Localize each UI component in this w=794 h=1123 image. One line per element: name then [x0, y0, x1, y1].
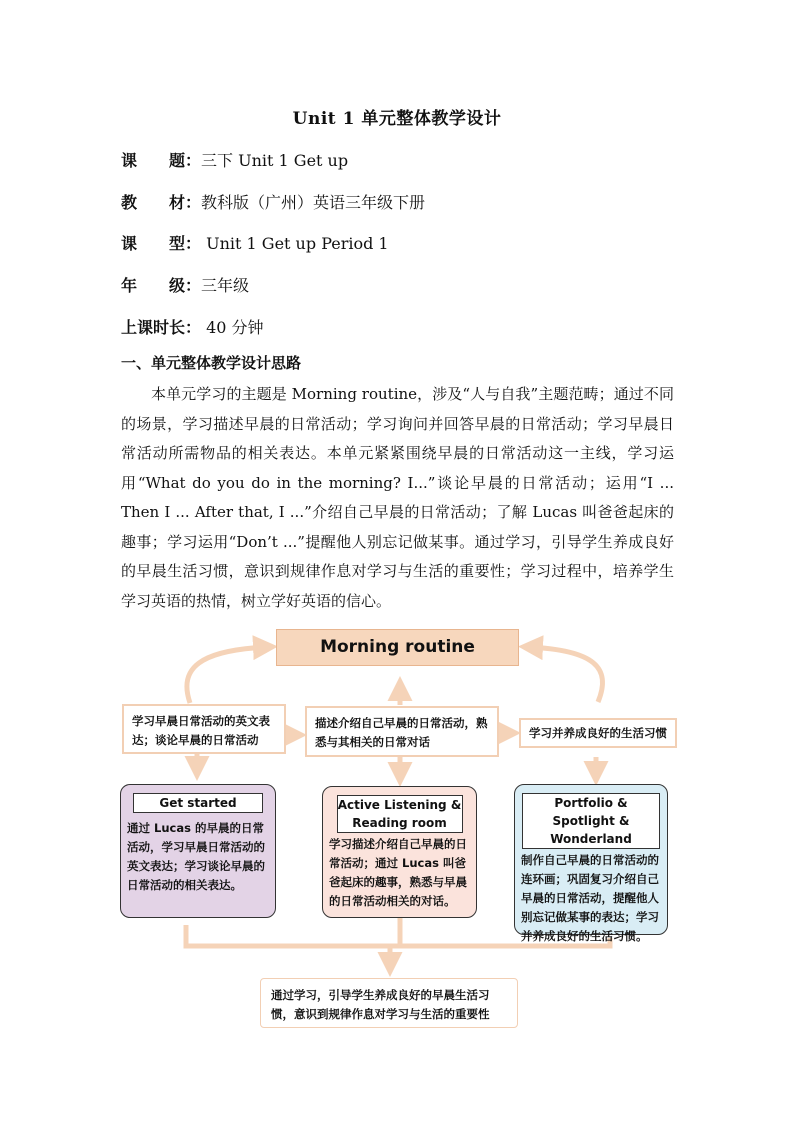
meta-value: Unit 1 Get up Period 1	[201, 234, 389, 253]
panel-get-started	[120, 784, 276, 918]
row1-middle-text: 描述介绍自己早晨的日常活动，熟悉与其相关的日常对话	[315, 716, 488, 749]
panel-text-active-listening: 学习描述介绍自己早晨的日常活动；通过 Lucas 叫爸爸起床的趣事，熟悉与早晨的日常活动相关的对话。	[329, 837, 467, 908]
meta-key: 课 题：	[121, 151, 202, 170]
panel-tag-get-started: Get started	[133, 793, 263, 813]
center-title-box	[276, 629, 519, 666]
meta-value: 教科版（广州）英语三年级下册	[201, 193, 426, 212]
panel-tag-active-listening: Active Listening & Reading room	[337, 795, 463, 833]
curve-arrow-left	[187, 647, 268, 703]
panel-portfolio	[514, 784, 668, 943]
panel-text-get-started: 通过 Lucas 的早晨的日常活动，学习早晨日常活动的英文表达；学习谈论早晨的日常活动的相关表达。	[127, 821, 265, 892]
row1-right-text: 学习并养成良好的生活习惯	[529, 726, 667, 740]
meta-value: 三年级	[201, 276, 250, 295]
body-paragraph: 本单元学习的主题是 Morning routine，涉及“人与自我”主题范畴；通过不同的场景，学习描述早晨的日常活动；学习询问并回答早晨的日常活动；学习早晨日常活动所需物品的相关表达。本单元紧紧围绕早晨的日常活动这一主线，学习运用“What do you do in the morning? I...”谈论早晨的日常活动；运用“I ... Then I ... After that, I ...”介绍自己早晨的日常活动；了解 Lucas 叫爸爸起床的趣事；学习运用“Don’t ...”提醒他人别忘记做某事。通过学习，引导学生养成良好的早晨生活习惯，意识到规律作息对学习与生活的重要性；学习过程中，培养学生学习英语的热情，树立学好英语的信心。	[121, 385, 674, 610]
row1-right-box	[519, 718, 677, 748]
summary-box	[260, 978, 518, 1028]
panel-text-portfolio: 制作自己早晨的日常活动的连环画；巩固复习介绍自己早晨的日常活动，提醒他人别忘记做某事的表达；学习并养成良好的生活习惯。	[521, 853, 659, 943]
section-heading: 一、单元整体教学设计思路	[121, 354, 302, 372]
panel-active-listening	[322, 786, 477, 918]
row1-middle-box	[305, 706, 499, 757]
row1-left-text: 学习早晨日常活动的英文表达；谈论早晨的日常活动	[132, 714, 270, 747]
curve-arrow-right	[528, 647, 603, 702]
summary-text: 通过学习，引导学生养成良好的早晨生活习惯，意识到规律作息对学习与生活的重要性	[271, 988, 490, 1021]
meta-key: 教 材：	[121, 193, 202, 212]
meta-value: 40 分钟	[201, 318, 264, 337]
meta-key: 上课时长：	[121, 318, 202, 337]
meta-key: 年 级：	[121, 276, 202, 295]
meta-key: 课 型：	[121, 234, 202, 253]
meta-value: 三下 Unit 1 Get up	[201, 151, 349, 170]
document-title: Unit 1 单元整体教学设计	[292, 109, 502, 129]
panel-tag-portfolio: Portfolio & Spotlight & Wonderland	[522, 793, 660, 849]
row1-left-box	[122, 704, 286, 754]
center-title: Morning routine	[320, 637, 475, 657]
